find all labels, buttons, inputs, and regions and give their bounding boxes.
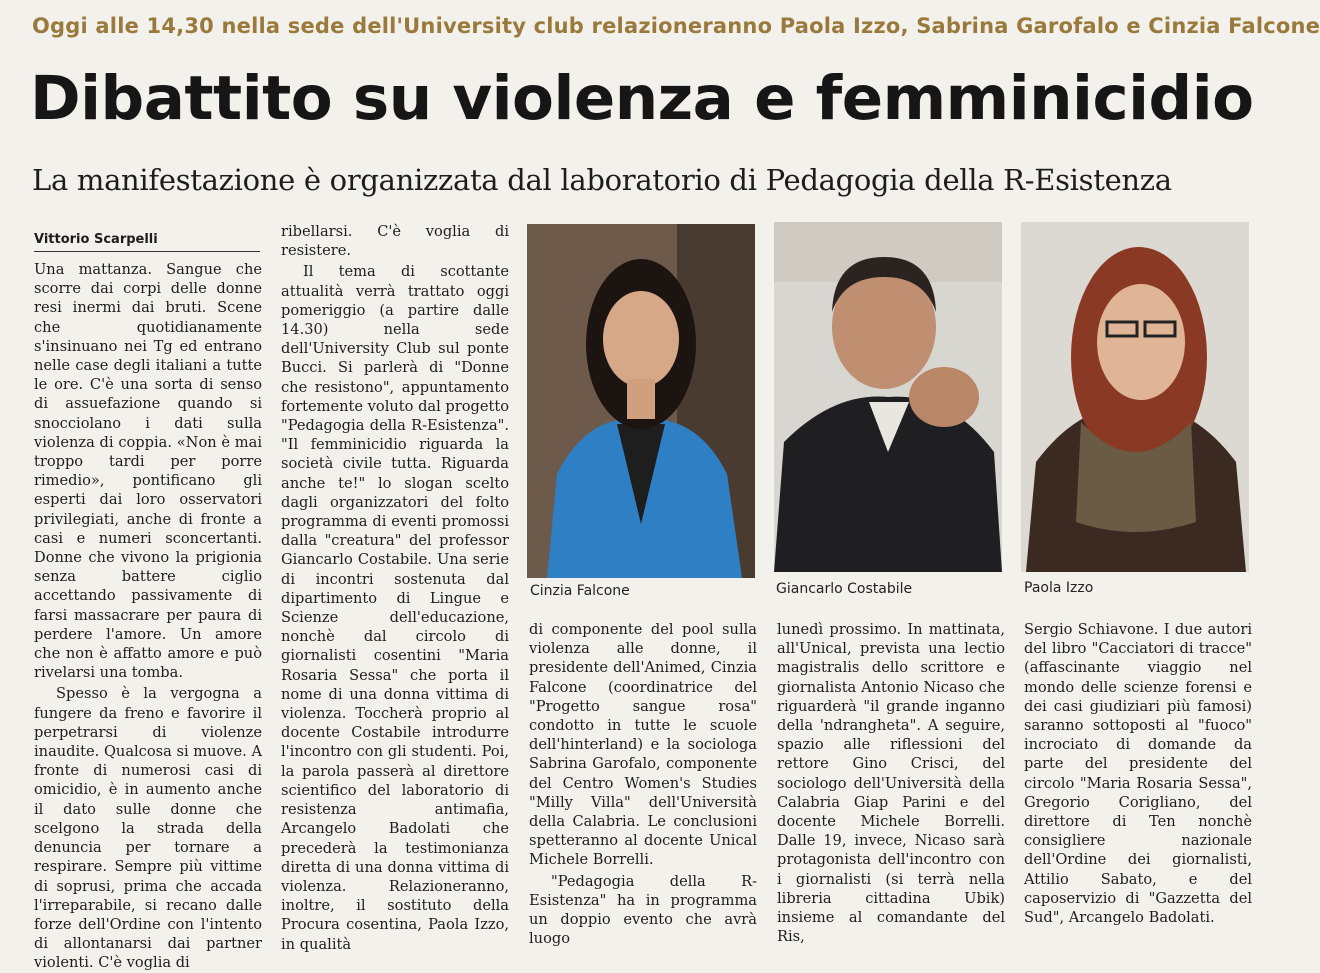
subhead: La manifestazione è organizzata dal laboratorio di Pedagogia della R-Esistenza — [32, 163, 1172, 197]
kicker: Oggi alle 14,30 nella sede dell'University club relazioneranno Paola Izzo, Sabrina Garofalo e Cinzia Falcone — [32, 14, 1320, 38]
paragraph: Spesso è la vergogna a fungere da freno e favorire il perpetrarsi di violenze inaudite. Qualcosa si muove. A fronte di numerosi casi di omicidio, è in aumento anche il dato sulle donne che scelgono la strada della denuncia per tornare a respirare. Sempre più vittime di soprusi, prima che accada l'irreparabile, si recano dalle forze dell'Ordine con l'intento di allontanarsi dai partner violenti. C'è voglia di — [34, 685, 262, 972]
photo-giancarlo-costabile — [774, 222, 1002, 572]
photo-paola-izzo — [1021, 222, 1249, 572]
article-column-1 — [34, 260, 262, 972]
headline: Dibattito su violenza e femminicidio — [30, 63, 1254, 134]
paragraph: ribellarsi. C'è voglia di resistere. — [281, 223, 509, 260]
article-column-4 — [777, 620, 1005, 946]
paragraph: Il tema di scottante attualità verrà trattato oggi pomeriggio (a partire dalle 14.30) nella sede dell'University Club sul ponte Bucci. Si parlerà di "Donne che resistono", appuntamento fortemente voluto dal progetto "Pedagogia della R-Esistenza". "Il femminicidio riguarda la società civile tutta. Riguarda anche te!" lo slogan scelto dagli organizzatori del folto programma di eventi promossi dalla "creatura" del professor Giancarlo Costabile. Una serie di incontri sostenuta dal dipartimento di Lingue e Scienze dell'educazione, nonchè dal circolo di giornalisti cosentini "Maria Rosaria Sessa" che porta il nome di una donna vittima di violenza. Toccherà proprio al docente Costabile introdurre l'incontro con gli studenti. Poi, la parola passerà al direttore scientifico del laboratorio di resistenza antimafia, Arcangelo Badolati che precederà la testimonianza diretta di una donna vittima di violenza. Relazioneranno, inoltre, il sostituto della Procura cosentina, Paola Izzo, in qualità — [281, 263, 510, 953]
paragraph: "Pedagogia della R-Esistenza" ha in programma un doppio evento che avrà luogo — [529, 872, 757, 948]
paragraph: di componente del pool sulla violenza alle donne, il presidente dell'Animed, Cinzia Falcone (coordinatrice del "Progetto sangue rosa" condotto in tutte le scuole dell'hinterland) e la sociologa Sabrina Garofalo, componente del Centro Women's Studies "Milly Villa" dell'Università della Calabria. Le conclusioni spetteranno al docente Unical Michele Borrelli. — [529, 621, 757, 869]
byline: Vittorio Scarpelli — [34, 226, 260, 252]
photo-caption: Giancarlo Costabile — [776, 581, 913, 597]
byline-block — [34, 226, 260, 252]
article-column-2 — [281, 222, 510, 953]
article-column-5 — [1024, 620, 1252, 940]
photo-caption: Cinzia Falcone — [530, 583, 630, 599]
paragraph: Una mattanza. Sangue che scorre dai corpi delle donne resi inermi dai bruti. Scene che quotidianamente s'insinuano nei Tg ed entrano nelle case degli italiani a tutte le ore. C'è una sorta di senso di assuefazione quando si snocciolano i dati sulla violenza di coppia. «Non è mai troppo tardi per porre rimedio», pontificano gli esperti dai loro osservatori privilegiati, anche di fronte a casi e numeri sconcertanti. Donne che vivono la prigionia senza battere ciglio accettando passivamente di farsi massacrare per paura di perdere l'amore. Un amore che non è affatto amore e può rivelarsi una tomba. — [34, 261, 262, 682]
paragraph: lunedì prossimo. In mattinata, all'Unical, prevista una lectio magistralis dello scrittore e giornalista Antonio Nicaso che riguarderà "il grande inganno della 'ndrangheta". A seguire, spazio alle riflessioni del rettore Gino Crisci, del sociologo dell'Università della Calabria Giap Parini e del docente Michele Borrelli. Dalle 19, invece, Nicaso sarà protagonista dell'incontro con i giornalisti (si terrà nella libreria cittadina Ubik) insieme al comandante del Ris, — [777, 621, 1005, 946]
paragraph: Sergio Schiavone. I due autori del libro "Cacciatori di tracce" (affascinante viaggio nel mondo delle scienze forensi e dei casi giudiziari più famosi) saranno sottoposti al "fuoco" incrociato di domande da parte del presidente del circolo "Maria Rosaria Sessa", Gregorio Corigliano, del direttore di Ten nonchè consigliere nazionale dell'Ordine dei giornalisti, Attilio Sabato, e del caposervizio di "Gazzetta del Sud", Arcangelo Badolati. — [1024, 621, 1252, 927]
photo-cinzia-falcone — [527, 224, 755, 578]
photo-caption: Paola Izzo — [1024, 580, 1094, 596]
article-column-3 — [529, 620, 757, 948]
